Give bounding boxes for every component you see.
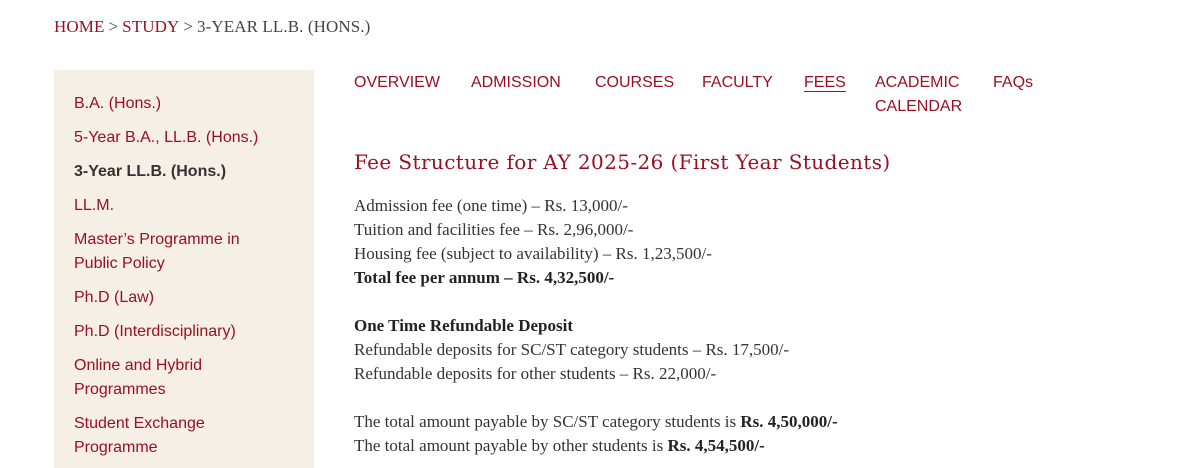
- payable-other-amount: Rs. 4,54,500/-: [667, 436, 765, 455]
- payable-scst: [354, 410, 838, 434]
- payable-scst-text: The total amount payable by SC/ST category students is: [354, 412, 741, 431]
- breadcrumb-separator: >: [183, 17, 194, 36]
- tab-faculty[interactable]: FACULTY: [702, 74, 773, 91]
- tuition-fee: Tuition and facilities fee – Rs. 2,96,000/-: [354, 220, 634, 239]
- sidebar-item-5-year-ba-llb[interactable]: 5-Year B.A., LL.B. (Hons.): [74, 129, 259, 146]
- spacer: [354, 290, 838, 314]
- breadcrumb-home[interactable]: HOME: [54, 17, 105, 36]
- tab-fees[interactable]: FEES: [804, 74, 846, 91]
- tab-admission[interactable]: ADMISSION: [471, 74, 561, 91]
- deposit-other: Refundable deposits for other students – Rs. 22,000/-: [354, 364, 717, 383]
- breadcrumb-separator: >: [108, 17, 119, 36]
- sidebar-item-student-exchange[interactable]: Student Exchange Programme: [74, 415, 205, 456]
- sidebar-item-phd-law[interactable]: Ph.D (Law): [74, 289, 155, 306]
- spacer: [354, 386, 838, 410]
- payable-other: [354, 434, 838, 458]
- deposit-heading-text: One Time Refundable Deposit: [354, 316, 573, 335]
- sidebar-item-3-year-llb[interactable]: 3-Year LL.B. (Hons.): [74, 163, 227, 180]
- tab-overview[interactable]: OVERVIEW: [354, 74, 440, 91]
- sidebar-list: [54, 70, 314, 460]
- deposit-scst: Refundable deposits for SC/ST category students – Rs. 17,500/-: [354, 340, 790, 359]
- admission-fee: Admission fee (one time) – Rs. 13,000/-: [354, 196, 628, 215]
- breadcrumb: [54, 17, 370, 37]
- payable-other-text: The total amount payable by other students is: [354, 436, 668, 455]
- sidebar-item-online-hybrid[interactable]: Online and Hybrid Programmes: [74, 357, 203, 398]
- total-fee-per-annum: [354, 266, 838, 290]
- fee-details: [354, 194, 838, 458]
- sidebar-item-ba-hons[interactable]: B.A. (Hons.): [74, 95, 162, 112]
- sidebar: [54, 70, 314, 468]
- housing-fee: Housing fee (subject to availability) – Rs. 1,23,500/-: [354, 244, 712, 263]
- tab-faqs[interactable]: FAQs: [993, 74, 1034, 91]
- fee-structure-title: Fee Structure for AY 2025-26 (First Year Students): [354, 150, 891, 174]
- deposit-heading: [354, 314, 838, 338]
- sidebar-item-public-policy[interactable]: Master’s Programme in Public Policy: [74, 231, 240, 272]
- sidebar-item-phd-interdisciplinary[interactable]: Ph.D (Interdisciplinary): [74, 323, 236, 340]
- total-fee-text: Total fee per annum – Rs. 4,32,500/-: [354, 268, 615, 287]
- tab-academic-calendar[interactable]: ACADEMIC CALENDAR: [875, 74, 963, 115]
- breadcrumb-current: 3-YEAR LL.B. (HONS.): [197, 17, 371, 36]
- breadcrumb-study[interactable]: STUDY: [122, 17, 180, 36]
- sidebar-item-llm[interactable]: LL.M.: [74, 197, 115, 214]
- payable-scst-amount: Rs. 4,50,000/-: [740, 412, 838, 431]
- tab-courses[interactable]: COURSES: [595, 74, 675, 91]
- programme-tabs: [354, 71, 1053, 119]
